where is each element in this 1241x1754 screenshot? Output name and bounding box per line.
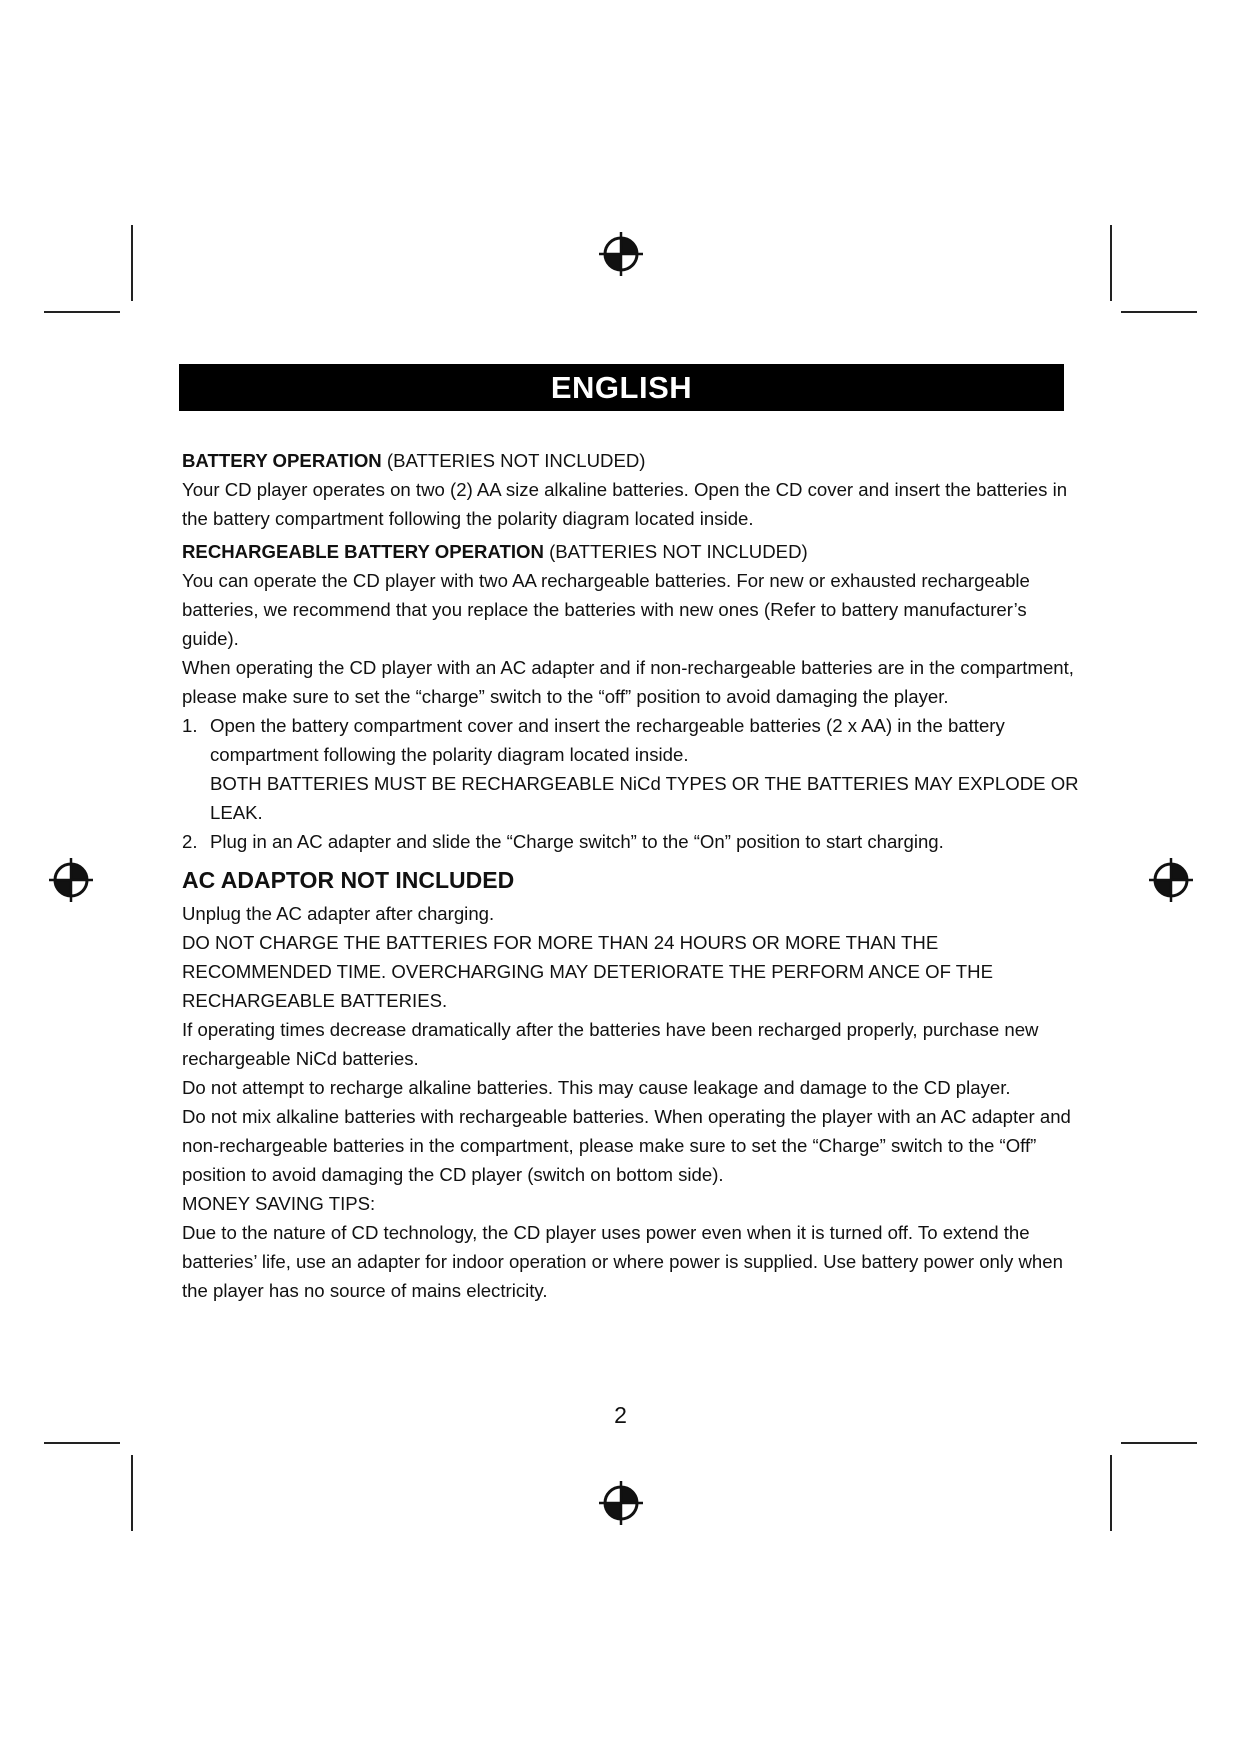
- registration-mark-icon: [48, 857, 94, 903]
- ac-adaptor-paragraph: Do not mix alkaline batteries with rechargeable batteries. When operating the player with an AC adapter and non-rechargeable batteries in the compartment, please make sure to set the “Charge” switch to the “Off” position to avoid damaging the CD player (switch on bottom side).: [182, 1106, 1071, 1185]
- ac-adaptor-paragraph: Due to the nature of CD technology, the CD player uses power even when it is turned off. To extend the batteries’ life, use an adapter for indoor operation or where power is supplied. Use battery power only when the player has no source of mains electricity.: [182, 1222, 1063, 1301]
- crop-mark-top-right-horizontal: [1121, 311, 1197, 313]
- crop-mark-top-left-vertical: [131, 225, 133, 301]
- list-item-warning: BOTH BATTERIES MUST BE RECHARGEABLE NiCd TYPES OR THE BATTERIES MAY EXPLODE OR LEAK.: [210, 773, 1079, 823]
- registration-mark-icon: [598, 1480, 644, 1526]
- rechargeable-operation-title: RECHARGEABLE BATTERY OPERATION: [182, 541, 544, 562]
- ac-adaptor-heading: AC ADAPTOR NOT INCLUDED: [182, 867, 515, 893]
- list-item: [182, 711, 1082, 827]
- ac-adaptor-paragraph: Unplug the AC adapter after charging.: [182, 903, 495, 924]
- crop-mark-bottom-left-vertical: [131, 1455, 133, 1531]
- rechargeable-paragraph: You can operate the CD player with two AA rechargeable batteries. For new or exhausted rechargeable batteries, we recommend that you replace the batteries with new ones (Refer to battery manufacturer’s guide).: [182, 570, 1030, 649]
- list-item-body: [210, 711, 1082, 827]
- ac-adaptor-paragraph: Do not attempt to recharge alkaline batteries. This may cause leakage and damage to the CD player.: [182, 1077, 1011, 1098]
- manual-content: [182, 446, 1082, 1305]
- battery-operation-body: Your CD player operates on two (2) AA size alkaline batteries. Open the CD cover and insert the batteries in the battery compartment following the polarity diagram located inside.: [182, 479, 1068, 529]
- crop-mark-top-right-vertical: [1110, 225, 1112, 301]
- battery-operation-heading: [182, 446, 1082, 475]
- crop-mark-top-left-horizontal: [44, 311, 120, 313]
- ac-adaptor-paragraph: DO NOT CHARGE THE BATTERIES FOR MORE THAN 24 HOURS OR MORE THAN THE RECOMMENDED TIME. OVERCHARGING MAY DETERIORATE THE PERFORM ANCE OF THE RECHARGEABLE BATTERIES.: [182, 932, 993, 1011]
- crop-mark-bottom-left-horizontal: [44, 1442, 120, 1444]
- crop-mark-bottom-right-horizontal: [1121, 1442, 1197, 1444]
- registration-mark-icon: [1148, 857, 1194, 903]
- page-number: 2: [614, 1402, 627, 1428]
- rechargeable-operation-note: (BATTERIES NOT INCLUDED): [543, 541, 808, 562]
- rechargeable-operation-heading: [182, 537, 1082, 566]
- list-item-text: Open the battery compartment cover and insert the rechargeable batteries (2 x AA) in the battery compartment following the polarity diagram located inside.: [210, 715, 1005, 765]
- list-item-number: 1.: [182, 715, 198, 736]
- money-saving-tips-label: MONEY SAVING TIPS:: [182, 1193, 376, 1214]
- battery-operation-title: BATTERY OPERATION: [182, 450, 382, 471]
- registration-mark-icon: [598, 231, 644, 277]
- crop-mark-bottom-right-vertical: [1110, 1455, 1112, 1531]
- list-item: [182, 827, 1082, 856]
- list-item-text: Plug in an AC adapter and slide the “Charge switch” to the “On” position to start charging.: [210, 831, 944, 852]
- ac-adaptor-paragraph: If operating times decrease dramatically after the batteries have been recharged properly, purchase new rechargeable NiCd batteries.: [182, 1019, 1039, 1069]
- rechargeable-paragraph: When operating the CD player with an AC adapter and if non-rechargeable batteries are in the compartment, please make sure to set the “charge” switch to the “off” position to avoid damaging the player.: [182, 657, 1074, 707]
- language-banner: ENGLISH: [179, 364, 1064, 411]
- list-item-body: [210, 827, 1082, 856]
- list-item-number: 2.: [182, 831, 198, 852]
- battery-operation-note: (BATTERIES NOT INCLUDED): [381, 450, 646, 471]
